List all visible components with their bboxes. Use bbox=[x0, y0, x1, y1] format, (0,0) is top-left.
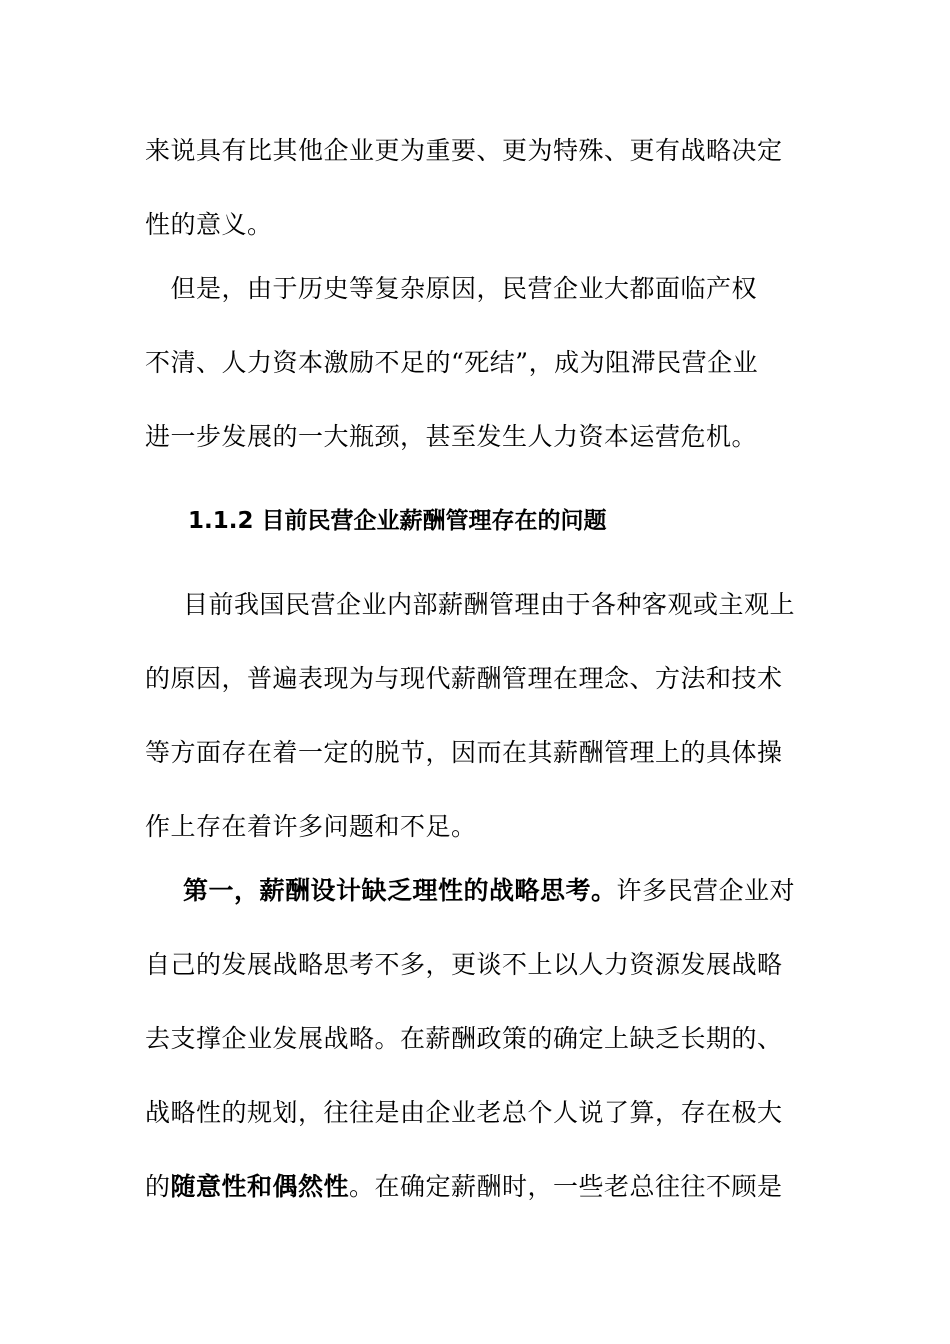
paragraph-line: 进一步发展的一大瓶颈，甚至发生人力资本运营危机。 bbox=[145, 422, 758, 451]
paragraph-line: 性的意义。 bbox=[145, 210, 273, 239]
section-heading: 1.1.2 目前民营企业薪酬管理存在的问题 bbox=[188, 508, 607, 534]
paragraph-text: 许多民营企业对 bbox=[616, 876, 796, 905]
paragraph-line bbox=[183, 874, 863, 908]
paragraph-text: 。在确定薪酬时，一些老总往往不顾是 bbox=[349, 1172, 783, 1201]
paragraph-line: 不清、人力资本激励不足的“死结”，成为阻滞民营企业 bbox=[145, 348, 759, 377]
paragraph-line: 去支撑企业发展战略。在薪酬政策的确定上缺乏长期的、 bbox=[145, 1024, 783, 1053]
paragraph-line: 自己的发展战略思考不多，更谈不上以人力资源发展战略 bbox=[145, 950, 783, 979]
bold-emphasis-text: 随意性和偶然性 bbox=[170, 1172, 350, 1201]
paragraph-line bbox=[145, 1170, 825, 1204]
paragraph-line: 来说具有比其他企业更为重要、更为特殊、更有战略决定 bbox=[145, 136, 783, 165]
paragraph-line: 战略性的规划，往往是由企业老总个人说了算，存在极大 bbox=[145, 1098, 783, 1127]
paragraph-line: 的原因，普遍表现为与现代薪酬管理在理念、方法和技术 bbox=[145, 664, 783, 693]
paragraph-line: 但是，由于历史等复杂原因，民营企业大都面临产权 bbox=[145, 274, 758, 303]
bold-lead-text: 第一，薪酬设计缺乏理性的战略思考。 bbox=[183, 876, 617, 905]
paragraph-line: 等方面存在着一定的脱节，因而在其薪酬管理上的具体操 bbox=[145, 738, 783, 767]
paragraph-line: 目前我国民营企业内部薪酬管理由于各种客观或主观上 bbox=[183, 590, 796, 619]
paragraph-line: 作上存在着许多问题和不足。 bbox=[145, 812, 477, 841]
paragraph-text: 的 bbox=[145, 1172, 171, 1201]
